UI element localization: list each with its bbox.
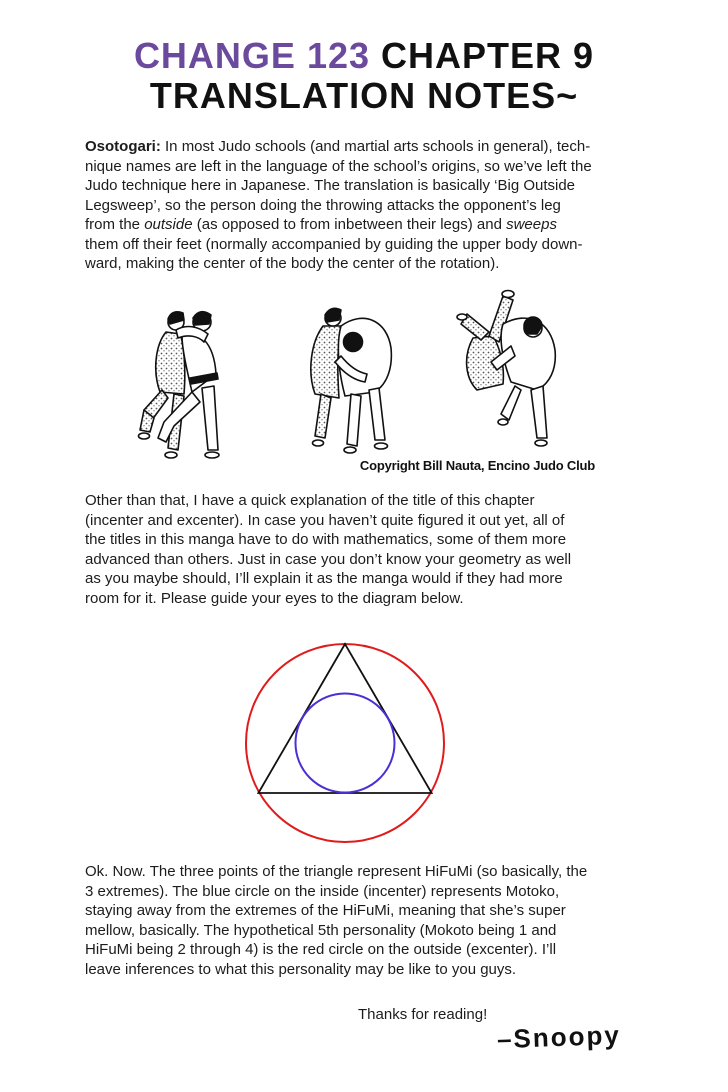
text-line: room for it. Please guide your eyes to the diagram below. [85, 589, 464, 607]
paragraph-diagram-explanation [85, 862, 665, 979]
text-line: Judo technique here in Japanese. The translation is basically ‘Big Outside [85, 177, 576, 194]
page-title [0, 36, 728, 116]
text-line: nique names are left in the language of the school’s origins, so we’ve left the [85, 157, 592, 175]
text-line: as you maybe should, I’ll explain it as the manga would if they had more [85, 570, 563, 587]
text-line: Ok. Now. The three points of the triangle represent HiFuMi (so basically, the [85, 863, 588, 880]
osotogari-lead: Osotogari: [85, 138, 161, 155]
thanks-note: Thanks for reading! [358, 1006, 488, 1023]
text-line: the titles in this manga have to do with mathematics, some of them more [85, 531, 567, 548]
paragraph-title-explanation [85, 491, 665, 608]
text-line: staying away from the extremes of the HiFuMi, meaning that she’s super [85, 902, 566, 919]
text-line: 3 extremes). The blue circle on the inside (incenter) represents Motoko, [85, 882, 560, 900]
judo-illustration-svg [125, 284, 605, 475]
translator-signature: –Snoopy [496, 1019, 622, 1055]
text-line: them off their feet (normally accompanied by guiding the upper body down- [85, 235, 583, 253]
judo-illustration-step-2 [311, 308, 392, 453]
text-line: advanced than others. Just in case you don’t know your geometry as well [85, 550, 572, 568]
text-line: ward, making the center of the body the center of the rotation). [85, 255, 500, 272]
judo-illustration-step-3 [457, 291, 555, 447]
incenter-circle [296, 694, 395, 793]
page-title-line2: TRANSLATION NOTES~ [149, 75, 579, 116]
triangle [258, 644, 431, 793]
excenter-circle [246, 644, 444, 842]
text-line: HiFuMi being 2 through 4) is the red circle on the outside (excenter). I’ll [85, 941, 557, 958]
text-line: (incenter and excenter). In case you haven’t quite figured it out yet, all of [85, 511, 565, 529]
text-line: Other than that, I have a quick explanation of the title of this chapter [85, 492, 535, 509]
text-line: mellow, basically. The hypothetical 5th personality (Mokoto being 1 and [85, 921, 557, 939]
text-line: from the outside (as opposed to from inbetween their legs) and sweeps [85, 216, 557, 233]
title-chapter: CHAPTER 9 [370, 35, 595, 76]
judo-illustration-strip [125, 284, 605, 475]
text-line: Legsweep’, so the person doing the throwing attacks the opponent’s leg [85, 196, 561, 214]
incenter-excenter-svg [243, 641, 447, 845]
page-title-line1 [0, 36, 728, 76]
title-series-name: CHANGE 123 [133, 35, 371, 76]
paragraph-osotogari [85, 137, 665, 274]
text-line: leave inferences to what this personality may be like to you guys. [85, 960, 517, 978]
text-line: Osotogari: In most Judo schools (and martial arts schools in general), tech- [85, 138, 591, 155]
judo-illustration-step-1 [139, 312, 220, 458]
illustration-copyright: Copyright Bill Nauta, Encino Judo Club [359, 458, 595, 473]
incenter-excenter-diagram [243, 641, 447, 845]
